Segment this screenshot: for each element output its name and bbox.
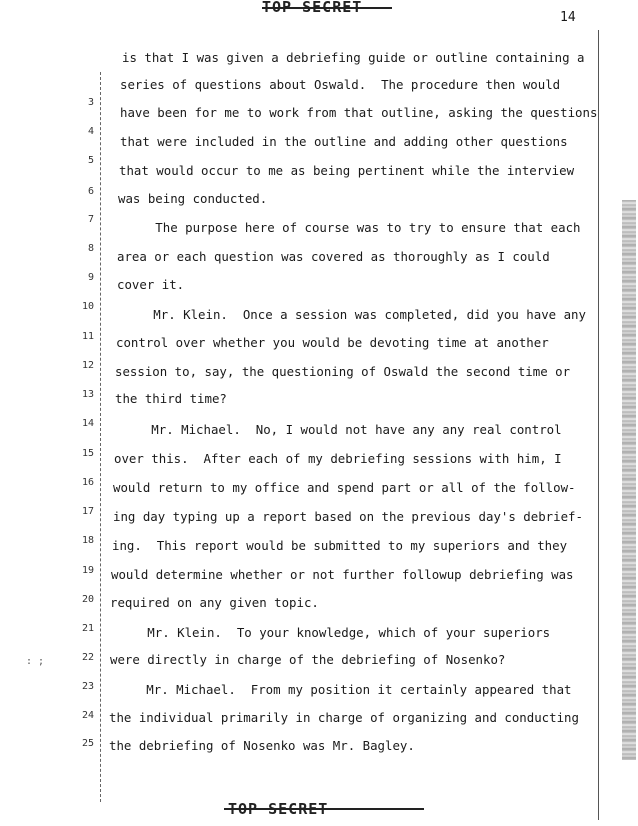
transcript-line: over this. After each of my debriefing sessions with him, I (114, 451, 562, 466)
line-number: 11 (81, 331, 94, 342)
transcript-line: Mr. Klein. To your knowledge, which of your superiors (110, 625, 551, 640)
left-margin-rule (100, 72, 101, 802)
line-number: 20 (81, 594, 94, 605)
line-number: 18 (81, 535, 94, 546)
line-number: 12 (81, 360, 94, 371)
scan-edge-noise (622, 200, 636, 760)
transcript-line: control over whether you would be devoting time at another (116, 335, 549, 350)
transcript-line: that were included in the outline and adding other questions (120, 134, 568, 149)
line-number: 8 (87, 243, 94, 254)
line-number: 15 (81, 448, 94, 459)
footer-stamp-strikethrough (224, 808, 424, 810)
transcript-line: ing day typing up a report based on the previous day's debrief- (113, 509, 583, 524)
transcript-line: required on any given topic. (110, 595, 319, 610)
line-number: 16 (81, 477, 94, 488)
line-number: 21 (81, 623, 94, 634)
transcript-line: series of questions about Oswald. The procedure then would (120, 77, 561, 92)
line-number: 3 (87, 97, 94, 108)
transcript-line: the debriefing of Nosenko was Mr. Bagley. (109, 738, 415, 753)
line-number: 24 (81, 710, 94, 721)
transcript-line: area or each question was covered as thoroughly as I could (117, 249, 550, 264)
line-number: 5 (87, 155, 94, 166)
line-number: 13 (81, 389, 94, 400)
transcript-line: were directly in charge of the debriefing of Nosenko? (110, 652, 506, 667)
footer-classification-stamp: TOP SECRET (228, 800, 418, 816)
transcript-line: would return to my office and spend part or all of the follow- (113, 480, 576, 495)
transcript-line: have been for me to work from that outline, asking the questions (120, 105, 598, 120)
page-number: 14 (560, 10, 576, 25)
transcript-line: cover it. (117, 277, 185, 292)
line-number: 9 (87, 272, 94, 283)
transcript-line: Mr. Michael. No, I would not have any any real control (114, 422, 562, 437)
transcript-line: is that I was given a debriefing guide or outline containing a (122, 50, 585, 65)
right-margin-rule (598, 30, 599, 820)
line-number: 4 (87, 126, 94, 137)
line-number: 6 (87, 186, 94, 197)
transcript-line: the individual primarily in charge of organizing and conducting (109, 710, 579, 725)
transcript-line: Mr. Klein. Once a session was completed, did you have any (116, 307, 586, 322)
header-stamp-strikethrough (262, 7, 392, 9)
line-number: 19 (81, 565, 94, 576)
line-number: 14 (81, 418, 94, 429)
line-number: 23 (81, 681, 94, 692)
transcript-line: would determine whether or not further followup debriefing was (111, 567, 574, 582)
line-number: 22 (81, 652, 94, 663)
line-number: 10 (81, 301, 94, 312)
transcript-line: Mr. Michael. From my position it certainly appeared that (109, 682, 572, 697)
transcript-line: ing. This report would be submitted to my superiors and they (112, 538, 568, 553)
header-classification-stamp: TOP SECRET (262, 0, 392, 14)
transcript-line: was being conducted. (118, 191, 268, 206)
line-number: 17 (81, 506, 94, 517)
stray-scan-mark: : ; (26, 656, 45, 667)
line-number: 7 (87, 214, 94, 225)
line-number: 25 (81, 738, 94, 749)
transcript-line: that would occur to me as being pertinent while the interview (119, 163, 575, 178)
transcript-line: The purpose here of course was to try to ensure that each (118, 220, 581, 235)
transcript-line: session to, say, the questioning of Oswald the second time or (115, 364, 571, 379)
transcript-line: the third time? (115, 391, 227, 406)
